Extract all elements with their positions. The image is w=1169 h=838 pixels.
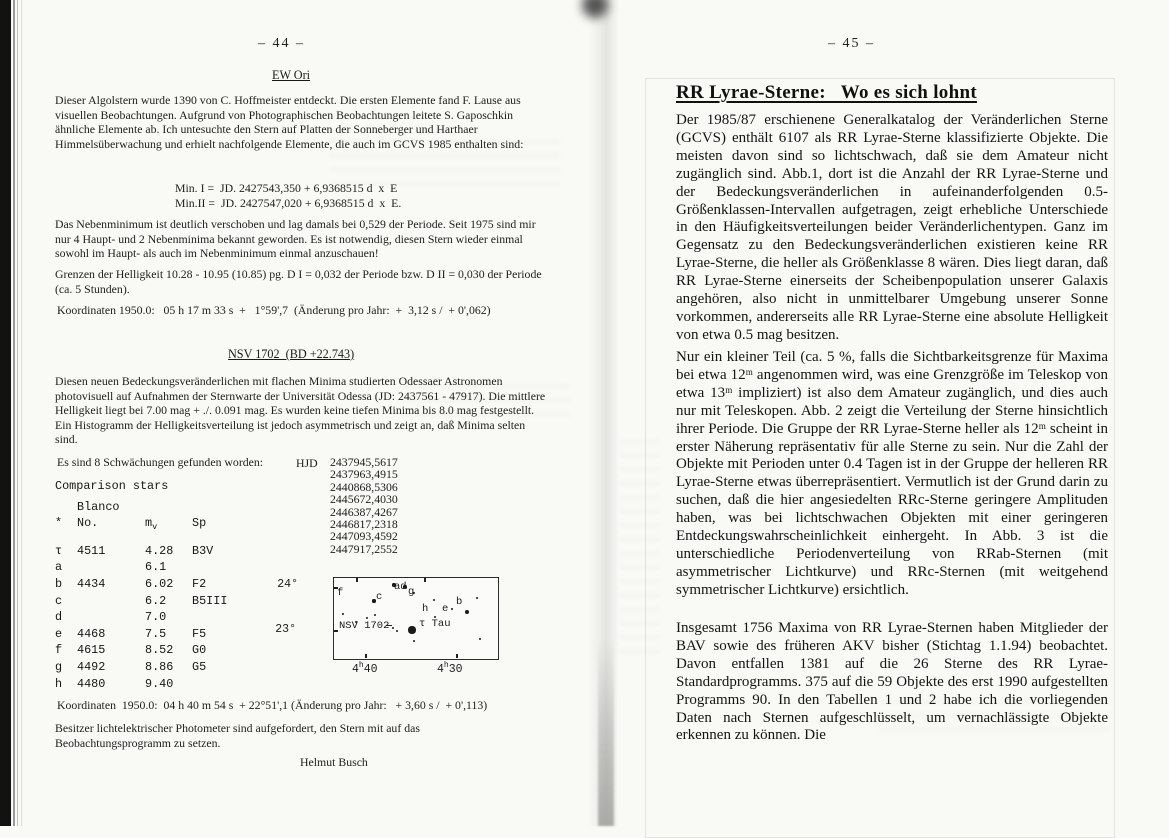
- comparison-row: a 6.1: [55, 560, 167, 575]
- comparison-row: b 4434 6.02 F2: [55, 576, 207, 591]
- paragraph-helligkeit: Grenzen der Helligkeit 10.28 - 10.95 (10.85) pg. D I = 0,032 der Periode bzw. D II = 0,030 der Periode (ca. 5 Stunden).: [55, 267, 542, 296]
- left-page-number: – 44 –: [258, 36, 305, 51]
- star-dot: [392, 627, 395, 630]
- schwaechungen-line: Es sind 8 Schwächungen gefunden worden:: [57, 455, 264, 469]
- col-mv: mv: [145, 516, 158, 533]
- chart-ytick-23: 23°: [275, 623, 296, 636]
- comparison-row: g 4492 8.86 G5: [55, 659, 207, 674]
- page-edge-line: [13, 0, 15, 826]
- comparison-stars-title: Comparison stars: [55, 479, 169, 493]
- hjd-value: 2446387,4267: [330, 504, 398, 519]
- scan-binding-edge: [0, 0, 11, 826]
- star-dot: [342, 613, 344, 615]
- author-signature: Helmut Busch: [300, 755, 368, 769]
- bleed-through-artifact: [620, 440, 660, 660]
- right-page-number: – 45 –: [828, 36, 875, 51]
- coordinates-nsv-1702: Koordinaten 1950.0: 04 h 40 m 54 s + 22°51',1 (Änderung pro Jahr: + 3,60 s / + 0',113): [57, 698, 488, 712]
- star-dot: [408, 626, 415, 633]
- col-star: *: [55, 516, 63, 531]
- star-dot: [476, 597, 478, 599]
- star-dot: [451, 608, 453, 610]
- star-dot: [396, 630, 398, 632]
- article-title: RR Lyrae-Sterne: Wo es sich lohnt: [676, 82, 977, 103]
- hjd-value: 2446817,2318: [330, 517, 398, 532]
- star-label: τ Tau: [419, 618, 451, 630]
- comparison-row: h 4480 9.40: [55, 676, 174, 691]
- page-edge-line: [17, 0, 18, 826]
- chart-tick: [424, 578, 426, 582]
- star-dot: [465, 610, 469, 614]
- chart-xtick-4h40: 4$^h$40: [352, 661, 378, 676]
- gutter-shadow-bottom: [598, 640, 614, 826]
- hjd-value: 2437945,5617: [330, 455, 398, 469]
- hjd-value: 2447093,4592: [330, 529, 398, 544]
- star-label: g: [408, 586, 415, 598]
- hjd-value-list: [330, 456, 398, 555]
- comparison-row: c 6.2 B5III: [55, 593, 228, 608]
- hjd-column-label: HJD: [296, 456, 318, 470]
- paragraph-nsv-intro: Diesen neuen Bedeckungsveränderlichen mit flachen Minima studierten Odessaer Astronomen photovisuell auf Aufnahmen der Sternwarte der Universität Odessa (JD: 2437561 - 47917). Die mittlere Helligkeit liegt bei 7.00 mag + ./. 0.091 mag. Es wurden keine tiefen Minima bis 8.0 mag festgestellt. Ein Histogramm der Helligkeitsverteilung ist jedoch asymmetrisch und zeigt an, daß Minima selten sind.: [55, 374, 546, 447]
- chart-tick: [356, 578, 358, 582]
- hjd-value: 2445672,4030: [330, 492, 398, 507]
- hjd-value: 2437963,4915: [330, 467, 398, 482]
- formula-min-1: Min. I = JD. 2427543,350 + 6,9368515 d x E: [175, 181, 398, 195]
- star-label: c: [376, 591, 383, 603]
- comparison-row: τ 4511 4.28 B3V: [55, 543, 214, 558]
- comparison-row: d 7.0: [55, 610, 167, 625]
- col-blanco: Blanco No.: [77, 499, 120, 531]
- finder-chart-plot: [333, 577, 499, 660]
- coordinates-ew-ori: Koordinaten 1950.0: 05 h 17 m 33 s + 1°59',7 (Änderung pro Jahr: + 3,12 s / + 0',062): [57, 303, 491, 317]
- comparison-header-row: [55, 499, 264, 536]
- chart-xtick-4h30: 4$^h$30: [437, 661, 463, 676]
- hjd-value: 2440868,5306: [330, 479, 398, 494]
- chart-tick: [334, 630, 338, 632]
- formula-min-2: Min.II = JD. 2427547,020 + 6,9368515 d x E.: [175, 196, 402, 210]
- star-dot: [374, 614, 376, 616]
- hjd-value: 2447917,2552: [330, 541, 398, 556]
- star-dot: [413, 640, 415, 642]
- paragraph-nebenminimum: Das Nebenminimum ist deutlich verschoben und lag damals bei 0,529 der Periode. Seit 1975 sind mir nur 4 Haupt- und 2 Nebenminima bekannt geworden. Es ist notwendig, diesen Stern wieder einmal sowohl im Haupt- als auch im Nebenminimum einmal anzuschauen!: [55, 217, 536, 261]
- chart-tick: [456, 654, 458, 658]
- paragraph-aufruf: Besitzer lichtelektrischer Photometer sind aufgefordert, den Stern mit auf das Beobachtungsprogramm zu setzen.: [55, 721, 420, 750]
- section-title-nsv-1702: NSV 1702 (BD +22.743): [228, 347, 355, 361]
- star-dot: [479, 638, 482, 641]
- comparison-row: f 4615 8.52 G0: [55, 643, 207, 658]
- star-label: h: [422, 603, 429, 615]
- paragraph-kleiner-teil: Nur ein kleiner Teil (ca. 5 %, falls die Sichtbarkeitsgrenze für Maxima bei etwa 12ᵐ angenommen wird, was eine Grenzgröße im Teleskop von etwa 13ᵐ impliziert) ist also dem Amateur zugänglich, und dies auch nur mit Teleskopen. Abb. 2 zeigt die Verteilung der Sterne hinsichtlich ihrer Periode. Die Gruppe der RR Lyrae-Sterne heller als 12ᵐ scheint in erster Näherung repräsentativ für alle Sterne zu sein. Nur die Zahl der Objekte mit Perioden unter 0.4 Tagen ist in der Gruppe der helleren RR Lyrae-Sterne etwas überrepräsentiert. Vermutlich ist der Grund darin zu suchen, daß die hier angesiedelten RRc-Sterne geringere Amplituden haben, was bei lichtschwachen Objekten mit einer geringeren Entdeckungswahrscheinlichkeit einhergeht. In Abb. 3 ist die unterschiedliche Periodenverteilung von RRab-Sternen (mit asymmetrischer Lichtkurve) und RRc-Sternen (mit weitgehend symmetrischer Lichtkurve) ersichtlich.: [676, 349, 1108, 598]
- comparison-row: e 4468 7.5 F5: [55, 626, 207, 641]
- section-title-ew-ori: EW Ori: [272, 68, 311, 82]
- paragraph-maxima: Insgesamt 1756 Maxima von RR Lyrae-Sternen haben Mitglieder der BAV sowie des früheren AKV bisher (Stichtag 1.1.94) beobachtet. Davon entfallen 1381 auf die 26 Sterne des RR Lyrae-Standardprogramms. 375 auf die 59 Objekte des erst 1990 aufgestellten Programms 90. In den Tabellen 1 und 2 habe ich die vorliegenden Daten nach Sternen aufgeschlüsselt, um vernachlässigte Objekte erkennen zu können. Die: [676, 620, 1108, 744]
- paragraph-ew-ori-intro: Dieser Algolstern wurde 1390 von C. Hoffmeister entdeckt. Die ersten Elemente fand F. Lause aus visuellen Beobachtungen. Aufgrund von Photographischen Beobachtungen leitete S. Gaposchkin ähnliche Elemente ab. Ich untesuchte den Stern auf Platten der Sonneberger und Harthaer Himmelsüberwachung und erhielt nachfolgende Elemente, die auch im GCVS 1985 enthalten sind:: [55, 93, 524, 151]
- chart-tick: [365, 654, 367, 658]
- star-label: b: [456, 596, 463, 608]
- page-edge-line: [21, 0, 22, 826]
- star-label: e: [442, 603, 449, 615]
- paragraph-gcvs: Der 1985/87 erschienene Generalkatalog der Veränderlichen Sterne (GCVS) enthält 6107 als RR Lyrae-Sterne klassifizierte Objekte. Die meisten davon sind so lichtschwach, daß sie dem Amateur nicht zugänglich sind. Abb.1, dort ist die Anzahl der RR Lyrae-Sterne und der Bedeckungsveränderlichen in aufeinanderfolgenden 0.5-Größenklassen-Intervallen aufgetragen, zeigt erhebliche Unterschiede in den Häufigkeitsverteilungen beider Veränderlichentypen. Ganz im Gegensatz zu den Bedeckungsveränderlichen existieren keine RR Lyrae-Sterne, die heller als Größenklasse 8 wären. Dies liegt daran, daß RR Lyrae-Sterne einerseits der Scheibenpopulation unserer Galaxis angehören, also nicht in unmittelbarer Umgebung unserer Sonne vorkommen, andererseits alle RR Lyrae-Sterne eine absolute Helligkeit von etwa 0.5 mag besitzen.: [676, 112, 1108, 343]
- star-dot: [433, 599, 435, 601]
- chart-ytick-24: 24°: [277, 578, 298, 591]
- comparison-stars-table: [55, 478, 264, 692]
- star-dot: [366, 617, 368, 619]
- star-label: f: [337, 587, 344, 599]
- col-sp: Sp: [192, 516, 207, 531]
- comparison-rows: [55, 543, 264, 692]
- star-label: ad: [394, 581, 407, 593]
- star-label: NSV 1702: [339, 620, 390, 632]
